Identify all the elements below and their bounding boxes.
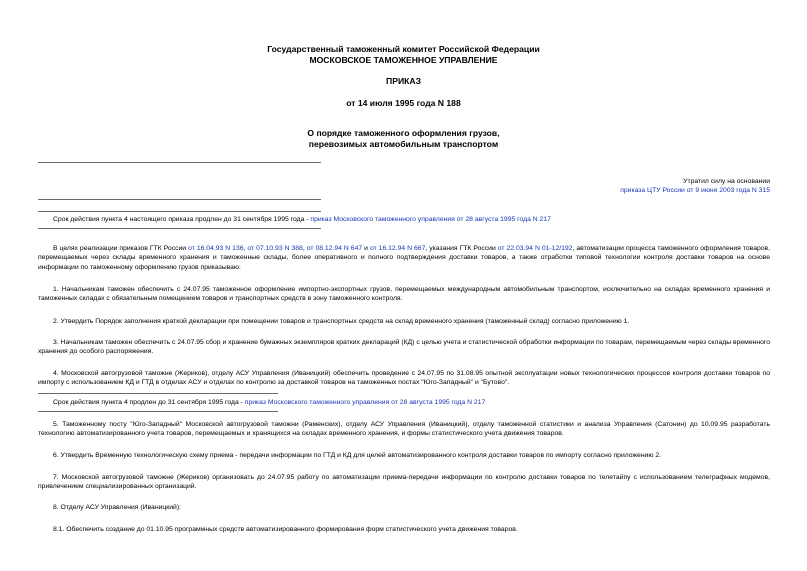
lost-force-link[interactable]: приказа ЦТУ России от 9 июня 2003 года N 315 <box>620 187 770 194</box>
divider <box>38 199 321 200</box>
paragraph-8: 8. Отделу АСУ Управления (Иваницкий): <box>53 504 181 511</box>
divider <box>38 411 278 412</box>
intro-text: , указания ГТК России <box>425 245 496 252</box>
link-order-136[interactable]: от 16.04.93 N 136 <box>188 245 244 252</box>
paragraph-8-1: 8.1. Обеспечить создание до 01.10.95 программных средств автоматизированного формирования форм статистического учета движения товаров. <box>53 526 518 533</box>
document-title-line-1: О порядке таможенного оформления грузов, <box>307 128 500 138</box>
validity-note-1 <box>38 215 770 224</box>
validity-note-2 <box>38 398 770 407</box>
paragraph-7: 7. Московской автогрузовой таможне (Жериков) организовать до 24.07.95 работу по автоматизации приема-передачи информации по контролю доставки товаров по телетайпу с использованием телеграфных модемов, привлечением специализированных организаций. <box>38 474 770 491</box>
link-order-667[interactable]: от 16.12.94 N 667 <box>369 245 426 252</box>
link-instruction-01-12-192[interactable]: от 22.03.94 N 01-12/192 <box>497 245 573 252</box>
lost-force-link-line <box>0 186 770 195</box>
validity-note-1-link[interactable]: приказ Московского таможенного управления от 28 августа 1995 года N 217 <box>310 216 551 223</box>
paragraph-4: 4. Московской автогрузовой таможне (Жериков), отделу АСУ Управления (Иваницкий) обеспечить проведение с 24.07.95 по 31.08.95 опытной эксплуатации новых технологических процессов контроля доставки товаров по импорту с использованием КД и ГТД в отделах АСУ и отделах по контролю за доставкой товаров на таможенных постах "Юго-Западный" и "Бутово". <box>38 370 770 387</box>
issuer-line-2: МОСКОВСКОЕ ТАМОЖЕННОЕ УПРАВЛЕНИЕ <box>309 55 498 65</box>
document-date-number: от 14 июля 1995 года N 188 <box>346 98 461 108</box>
intro-text: В целях реализации приказов ГТК России <box>53 245 187 252</box>
intro-text: и <box>362 245 368 252</box>
link-order-388[interactable]: от 07.10.93 N 388 <box>247 245 303 252</box>
issuer-line-1: Государственный таможенный комитет Российской Федерации <box>267 44 540 54</box>
validity-note-2-link[interactable]: приказ Московского таможенного управления от 28 августа 1995 года N 217 <box>244 399 486 406</box>
paragraph-5: 5. Таможенному посту "Юго-Западный" Московской автогрузовой таможни (Раменских), отделу АСУ Управления (Иваницкий), отделу таможенной статистики и анализа Управления (Сатонин) до 10.09.95 разработать технологию автоматизированного учета товаров, перемещаемых и хранящихся на складах временного хранения, и формы статистического учета движения товаров. <box>38 421 770 438</box>
validity-note-2-text: Срок действия пункта 4 продлен до 31 сентября 1995 года - <box>53 399 245 406</box>
divider <box>38 211 321 212</box>
paragraph-3: 3. Начальникам таможен обеспечить с 24.07.95 сбор и хранение бумажных экземпляров кратких деклараций (КД) с целью учета и статистической обработки информации по товарам, перемещаемым через склады временного хранения до особого распоряжения. <box>38 339 770 356</box>
intro-text: , автоматизации процесса таможенного оформления товаров, перемещаемых через склады временного хранения и таможенные склады, более оперативного и полного подтверждения доставки товаров, а также отработки типовой технологии контроля доставки товаров на основе информации по таможенному оформлению грузов приказываю: <box>38 245 771 271</box>
validity-note-1-text: Срок действия пункта 4 настоящего приказа продлен до 31 сентября 1995 года - <box>53 216 311 223</box>
intro-paragraph <box>38 244 770 272</box>
intro-text: , <box>243 245 246 252</box>
divider <box>38 162 321 163</box>
document-type: ПРИКАЗ <box>386 76 421 86</box>
paragraph-1: 1. Начальникам таможен обеспечить с 24.07.95 таможенное оформление импортно-экспортных грузов, перемещаемых международным автомобильным транспортом, исключительно на складах временного хранения и таможенных складах с обязательным помещением товаров и транспортных средств в зону таможенного контроля. <box>38 286 770 303</box>
paragraph-2: 2. Утвердить Порядок заполнения краткой декларации при помещении товаров и транспортных средств на склад временного хранения (таможенный склад) согласно приложению 1. <box>53 318 630 325</box>
paragraph-6: 6. Утвердить Временную технологическую схему приема - передачи информации по ГТД и КД для целей автоматизированного контроля доставки товаров по импорту согласно приложению 2. <box>53 452 662 459</box>
divider <box>38 228 321 229</box>
intro-text: , <box>302 245 305 252</box>
link-order-647[interactable]: от 08.12.94 N 647 <box>306 245 363 252</box>
divider <box>38 393 278 394</box>
lost-force-text: Утратил силу на основании <box>683 178 770 185</box>
document-title-line-2: перевозимых автомобильным транспортом <box>308 139 499 149</box>
